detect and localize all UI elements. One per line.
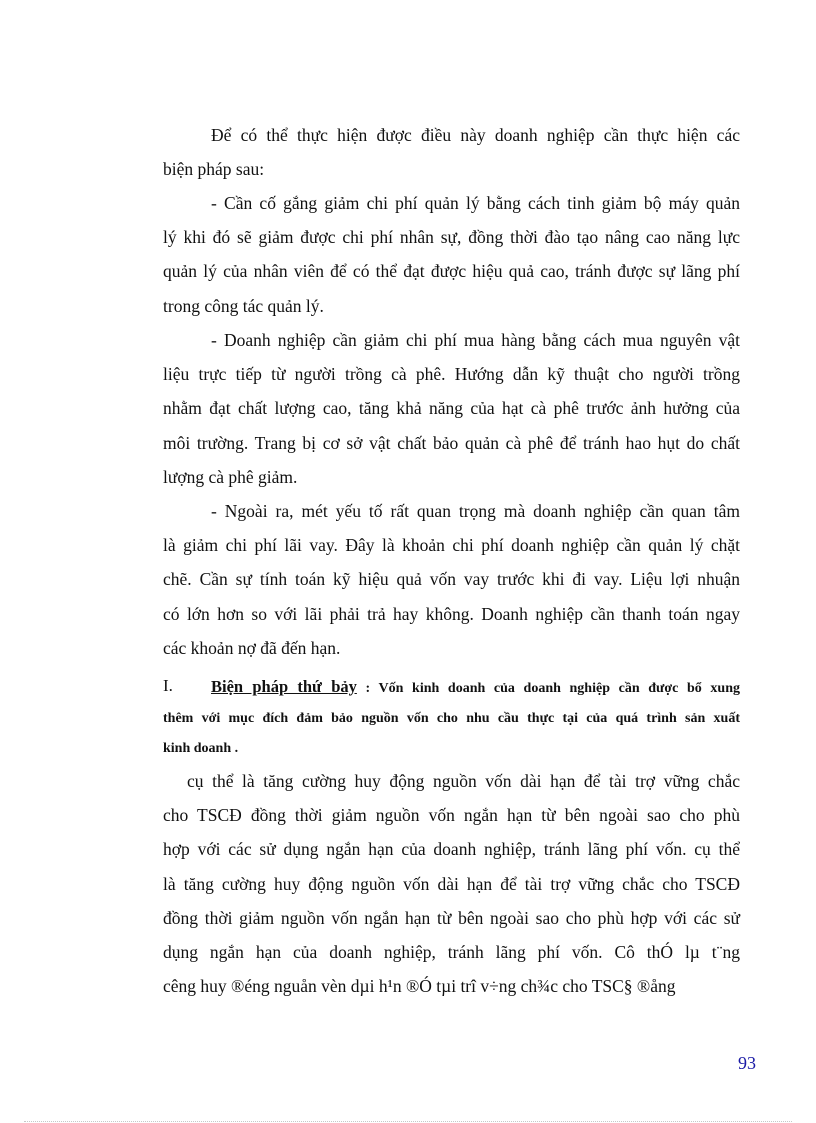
text-line: biện pháp sau:	[163, 159, 265, 180]
paragraph-purchase-cost	[163, 323, 740, 494]
measure-title: Biện pháp thứ bảy	[211, 677, 357, 696]
text-line: môi trường. Trang bị cơ sở vật chất bảo quản cà phê để tránh hao hụt do chất	[163, 432, 740, 453]
text-line: quản lý của nhân viên để có thể đạt được hiệu quả cao, tránh được sự lãng phí	[163, 261, 740, 282]
measure-number: I.	[163, 676, 173, 695]
text-line: nhằm đạt chất lượng cao, tăng khả năng của hạt cà phê trước ảnh hưởng của	[163, 398, 740, 419]
text-line: các khoản nợ đã đến hạn.	[163, 637, 341, 658]
text-line: đồng thời giảm nguồn vốn ngắn hạn từ bên ngoài sao cho phù hợp với các sử	[163, 907, 740, 928]
footer-divider	[24, 1121, 792, 1122]
text-line: hợp với các sử dụng ngắn hạn của doanh nghiệp, tránh lãng phí vốn. cụ thể	[163, 839, 740, 860]
text-line: là tăng cường huy động nguồn vốn dài hạn để tài trợ vững chắc cho TSCĐ	[163, 873, 740, 894]
text-line: trong công tác quản lý.	[163, 295, 324, 316]
text-line: chẽ. Cần sự tính toán kỹ hiệu quả vốn vay trước khi đi vay. Liệu lợi nhuận	[163, 569, 740, 590]
paragraph-interest-cost	[163, 494, 740, 665]
paragraph-body	[163, 764, 740, 1003]
text-line: cêng huy ®éng nguån vèn dµi h¹n ®Ó tµi trî v÷ng ch¾c cho TSC§ ®ång	[163, 976, 676, 997]
text-line: lý khi đó sẽ giảm được chi phí nhân sự, đồng thời đào tạo nâng cao năng lực	[163, 227, 740, 248]
text-line: - Ngoài ra, mét yếu tố rất quan trọng mà doanh nghiệp cần quan tâm	[211, 501, 740, 521]
text-line: dụng ngắn hạn của doanh nghiệp, tránh lãng phí vốn. Cô thÓ lµ t¨ng	[163, 942, 740, 963]
paragraph-intro	[163, 118, 740, 186]
text-line: Để có thể thực hiện được điều này doanh nghiệp cần thực hiện các	[211, 125, 740, 145]
text-line: cho TSCĐ đồng thời giảm nguồn vốn ngắn hạn từ bên ngoài sao cho phù	[163, 805, 740, 826]
text-line: - Doanh nghiệp cần giảm chi phí mua hàng bằng cách mua nguyên vật	[211, 330, 740, 350]
text-line: là giảm chi phí lãi vay. Đây là khoản chi phí doanh nghiệp cần quản lý chặt	[163, 535, 740, 556]
text-line: cụ thể là tăng cường huy động nguồn vốn dài hạn để tài trợ vững chắc	[187, 771, 740, 791]
text-line: - Cần cố gắng giảm chi phí quản lý bằng cách tinh giảm bộ máy quản	[211, 193, 740, 213]
measure-block	[163, 672, 740, 764]
text-line: lượng cà phê giảm.	[163, 466, 298, 487]
measure-line: thêm với mục đích đảm bảo nguồn vốn cho nhu cầu thực tại của quá trình sản xuất	[163, 711, 740, 726]
text-line: có lớn hơn so với lãi phải trả hay không. Doanh nghiệp cần thanh toán ngay	[163, 603, 740, 624]
measure-line: kinh doanh .	[163, 741, 239, 756]
paragraph-management-cost	[163, 186, 740, 323]
page-number: 93	[738, 1053, 756, 1073]
text-line: liệu trực tiếp từ người trồng cà phê. Hướng dẫn kỹ thuật cho người trồng	[163, 364, 740, 385]
measure-text: : Vốn kinh doanh của doanh nghiệp cần được bổ xung	[356, 681, 740, 696]
measure-line	[163, 672, 740, 704]
